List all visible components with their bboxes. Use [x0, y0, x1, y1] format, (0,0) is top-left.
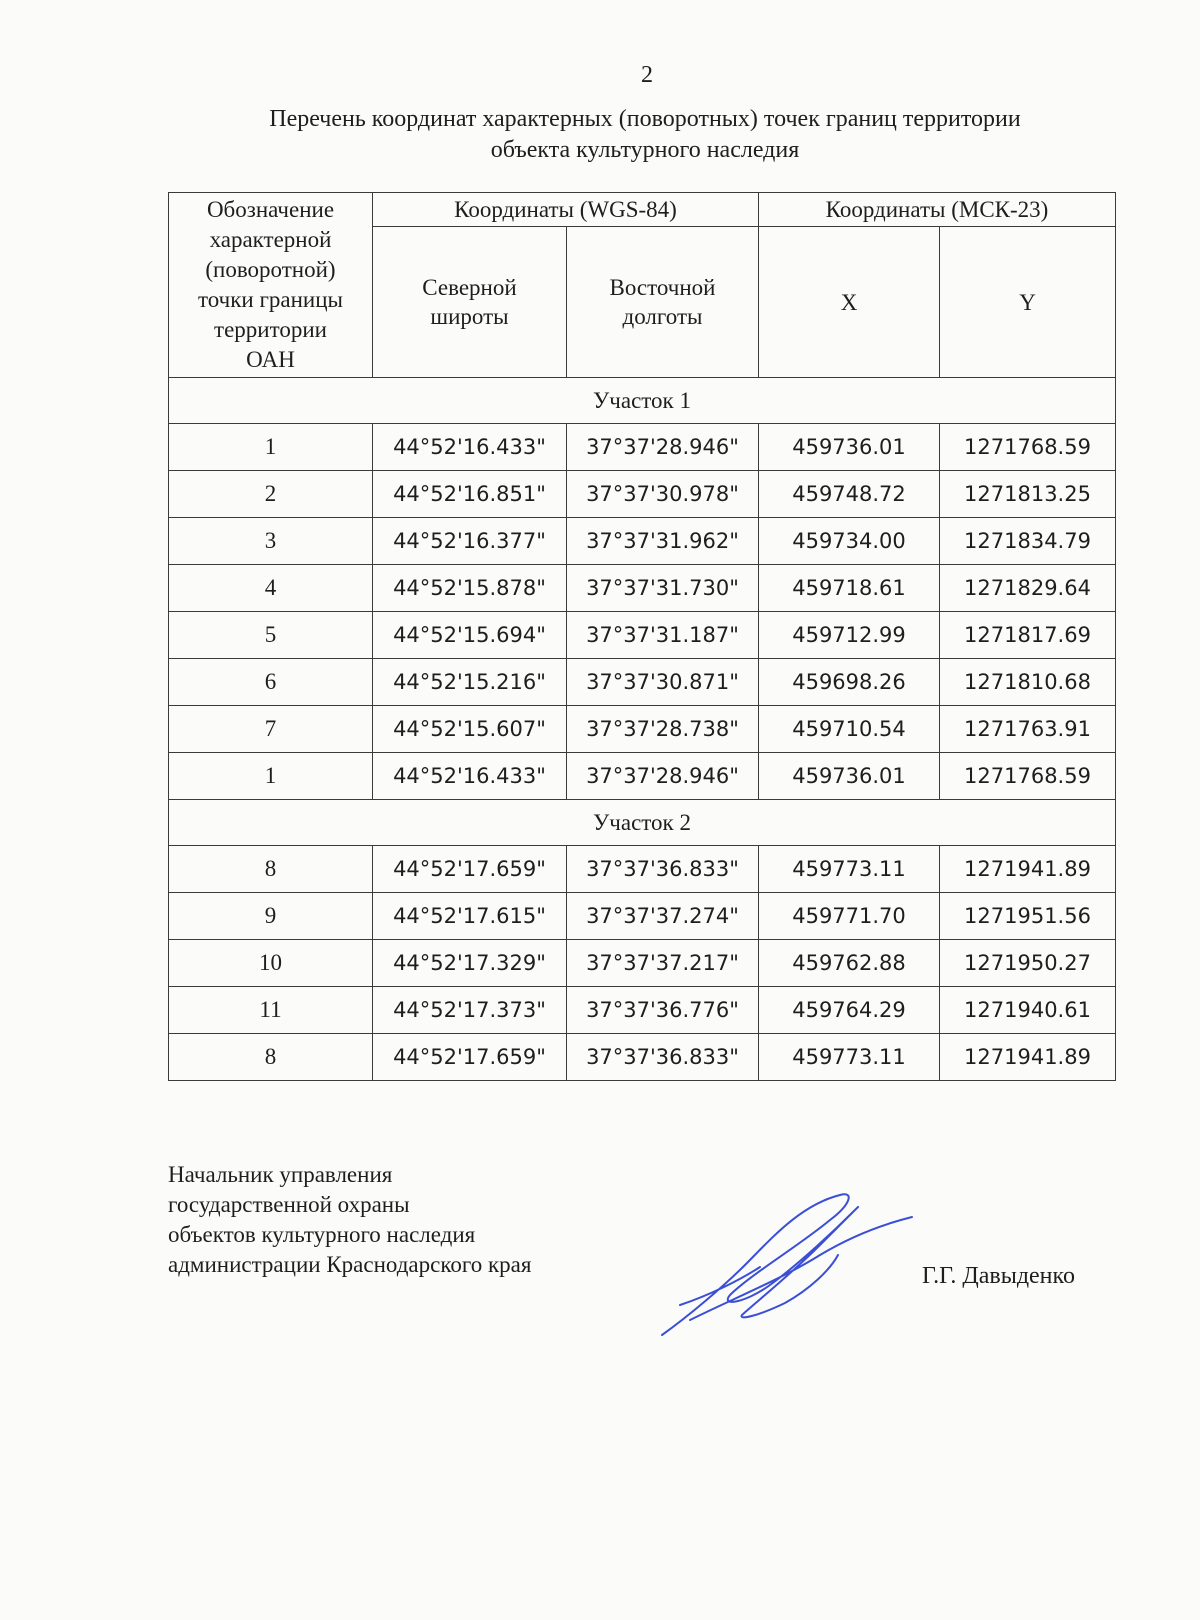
longitude-cell: 37°37'37.274" [567, 893, 759, 940]
y-cell: 1271940.61 [940, 987, 1116, 1034]
page-number: 2 [641, 62, 653, 88]
y-cell: 1271951.56 [940, 893, 1116, 940]
table-row [169, 565, 1116, 612]
title-line-1: Перечень координат характерных (поворотных) точек границ территории [269, 106, 1021, 132]
latitude-cell: 44°52'15.694" [373, 612, 567, 659]
latitude-cell: 44°52'17.615" [373, 893, 567, 940]
point-cell: 8 [169, 1034, 373, 1081]
x-cell: 459710.54 [759, 706, 940, 753]
table-row [169, 471, 1116, 518]
point-cell: 2 [169, 471, 373, 518]
y-header: Y [940, 227, 1116, 378]
y-cell: 1271941.89 [940, 1034, 1116, 1081]
y-cell: 1271817.69 [940, 612, 1116, 659]
section-title: Участок 1 [169, 378, 1116, 424]
point-cell: 4 [169, 565, 373, 612]
longitude-cell: 37°37'28.946" [567, 424, 759, 471]
point-cell: 6 [169, 659, 373, 706]
x-cell: 459734.00 [759, 518, 940, 565]
x-header: X [759, 227, 940, 378]
latitude-cell: 44°52'17.373" [373, 987, 567, 1034]
x-cell: 459736.01 [759, 424, 940, 471]
point-cell: 3 [169, 518, 373, 565]
table-row [169, 1034, 1116, 1081]
coordinates-table [168, 192, 1116, 1081]
longitude-cell: 37°37'30.978" [567, 471, 759, 518]
latitude-cell: 44°52'17.659" [373, 1034, 567, 1081]
longitude-cell: 37°37'36.833" [567, 846, 759, 893]
longitude-cell: 37°37'36.833" [567, 1034, 759, 1081]
section-title: Участок 2 [169, 800, 1116, 846]
longitude-cell: 37°37'37.217" [567, 940, 759, 987]
table-row [169, 987, 1116, 1034]
table-row [169, 518, 1116, 565]
x-cell: 459748.72 [759, 471, 940, 518]
wgs84-group-header: Координаты (WGS-84) [373, 193, 759, 227]
point-designation-header: Обозначение характерной (поворотной) точки границы территории ОАН [169, 193, 373, 378]
y-cell: 1271941.89 [940, 846, 1116, 893]
signer-name: Г.Г. Давыденко [922, 1263, 1075, 1289]
x-cell: 459771.70 [759, 893, 940, 940]
signatory-position: Начальник управления государственной охраны объектов культурного наследия администрации Краснодарского края [168, 1162, 532, 1277]
x-cell: 459762.88 [759, 940, 940, 987]
table-row [169, 659, 1116, 706]
section-row [169, 800, 1116, 846]
title-line-2: объекта культурного наследия [490, 137, 800, 163]
longitude-cell: 37°37'31.730" [567, 565, 759, 612]
point-cell: 9 [169, 893, 373, 940]
msk23-group-header: Координаты (МСК-23) [759, 193, 1116, 227]
point-cell: 1 [169, 753, 373, 800]
x-cell: 459698.26 [759, 659, 940, 706]
table-body [169, 378, 1116, 1081]
y-cell: 1271810.68 [940, 659, 1116, 706]
table-row [169, 612, 1116, 659]
y-cell: 1271829.64 [940, 565, 1116, 612]
latitude-cell: 44°52'16.433" [373, 424, 567, 471]
longitude-cell: 37°37'28.946" [567, 753, 759, 800]
latitude-cell: 44°52'15.216" [373, 659, 567, 706]
latitude-cell: 44°52'16.433" [373, 753, 567, 800]
longitude-cell: 37°37'36.776" [567, 987, 759, 1034]
x-cell: 459773.11 [759, 1034, 940, 1081]
x-cell: 459736.01 [759, 753, 940, 800]
table-row [169, 940, 1116, 987]
table-row [169, 893, 1116, 940]
longitude-cell: 37°37'30.871" [567, 659, 759, 706]
y-cell: 1271768.59 [940, 753, 1116, 800]
longitude-cell: 37°37'31.187" [567, 612, 759, 659]
y-cell: 1271834.79 [940, 518, 1116, 565]
y-cell: 1271950.27 [940, 940, 1116, 987]
document-title [140, 104, 1150, 166]
latitude-cell: 44°52'15.878" [373, 565, 567, 612]
section-row [169, 378, 1116, 424]
latitude-cell: 44°52'17.329" [373, 940, 567, 987]
point-cell: 11 [169, 987, 373, 1034]
point-cell: 10 [169, 940, 373, 987]
y-cell: 1271768.59 [940, 424, 1116, 471]
x-cell: 459712.99 [759, 612, 940, 659]
east-longitude-header: Восточной долготы [567, 227, 759, 378]
longitude-cell: 37°37'31.962" [567, 518, 759, 565]
x-cell: 459764.29 [759, 987, 940, 1034]
point-cell: 1 [169, 424, 373, 471]
x-cell: 459773.11 [759, 846, 940, 893]
point-cell: 8 [169, 846, 373, 893]
table-row [169, 424, 1116, 471]
table-row [169, 846, 1116, 893]
handwritten-signature [650, 1185, 920, 1345]
north-latitude-header: Северной широты [373, 227, 567, 378]
latitude-cell: 44°52'15.607" [373, 706, 567, 753]
x-cell: 459718.61 [759, 565, 940, 612]
latitude-cell: 44°52'17.659" [373, 846, 567, 893]
table-row [169, 753, 1116, 800]
table-row [169, 706, 1116, 753]
latitude-cell: 44°52'16.377" [373, 518, 567, 565]
longitude-cell: 37°37'28.738" [567, 706, 759, 753]
latitude-cell: 44°52'16.851" [373, 471, 567, 518]
y-cell: 1271813.25 [940, 471, 1116, 518]
point-cell: 7 [169, 706, 373, 753]
y-cell: 1271763.91 [940, 706, 1116, 753]
point-cell: 5 [169, 612, 373, 659]
